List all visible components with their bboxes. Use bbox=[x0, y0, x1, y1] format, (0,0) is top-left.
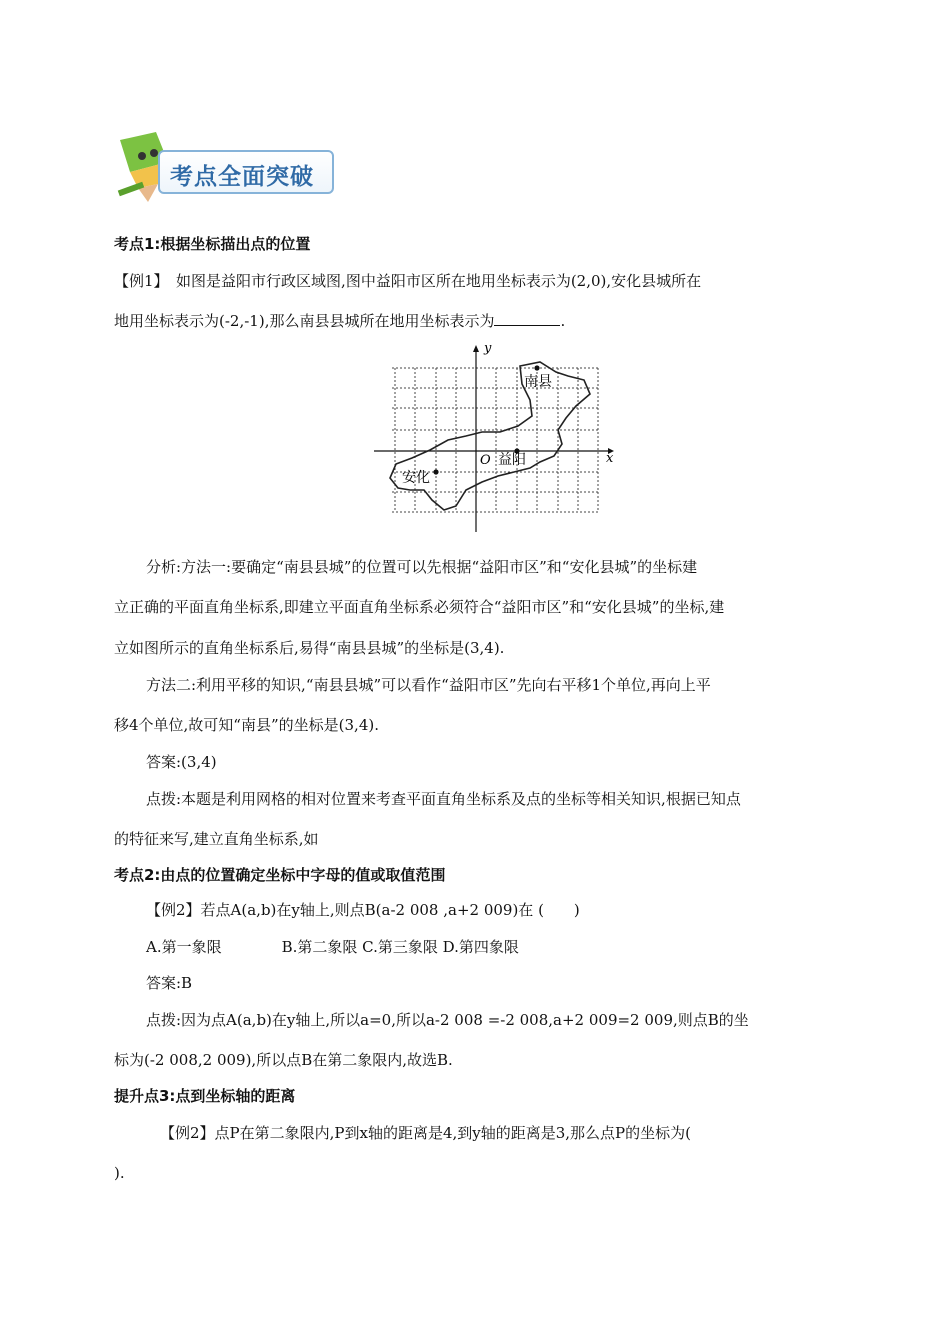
analysis-line1: 分析:方法一:要确定“南县县城”的位置可以先根据“益阳市区”和“安化县城”的坐标建 bbox=[146, 558, 698, 576]
analysis-line3: 立如图所示的直角坐标系后,易得“南县县城”的坐标是(3,4). bbox=[114, 639, 505, 657]
coordinate-map-figure bbox=[370, 340, 618, 536]
banner-title: 考点全面突破 bbox=[170, 164, 314, 190]
anhua-label: 安化 bbox=[402, 470, 430, 486]
tip2-line2: 标为(-2 008,2 009),所以点B在第二象限内,故选B. bbox=[114, 1051, 453, 1069]
answer1: 答案:(3,4) bbox=[146, 753, 217, 771]
example1-line2-text: 地用坐标表示为(-2,-1),那么南县县城所在地用坐标表示为 bbox=[114, 312, 495, 330]
answer-blank bbox=[494, 311, 560, 326]
example3-line1: 【例2】点P在第二象限内,P到x轴的距离是4,到y轴的距离是3,那么点P的坐标为( bbox=[160, 1124, 692, 1142]
tip1-line1: 点拨:本题是利用网格的相对位置来考查平面直角坐标系及点的坐标等相关知识,根据已知点 bbox=[146, 790, 741, 808]
example2-options: A.第一象限 B.第二象限 C.第三象限 D.第四象限 bbox=[146, 938, 519, 956]
example1-line1: 【例1】 如图是益阳市行政区域图,图中益阳市区所在地用坐标表示为(2,0),安化县城所在 bbox=[114, 272, 702, 290]
answer2: 答案:B bbox=[146, 974, 193, 992]
origin-label: O bbox=[480, 453, 491, 468]
analysis-line2: 立正确的平面直角坐标系,即建立平面直角坐标系必须符合“益阳市区”和“安化县城”的坐标,建 bbox=[114, 598, 725, 616]
yiyang-label: 益阳 bbox=[498, 452, 526, 468]
analysis-line5: 移4个单位,故可知“南县”的坐标是(3,4). bbox=[114, 716, 379, 734]
x-axis-label: x bbox=[606, 451, 614, 466]
section1-heading: 考点1:根据坐标描出点的位置 bbox=[114, 235, 311, 253]
tip1-line2: 的特征来写,建立直角坐标系,如 bbox=[114, 830, 319, 848]
tip2-line1: 点拨:因为点A(a,b)在y轴上,所以a=0,所以a-2 008 =-2 008,a+2 009=2 009,则点B的坐 bbox=[146, 1011, 749, 1029]
example2-question: 【例2】若点A(a,b)在y轴上,则点B(a-2 008 ,a+2 009)在 ( ) bbox=[146, 901, 580, 919]
example3-line2: ). bbox=[114, 1164, 125, 1182]
section2-heading: 考点2:由点的位置确定坐标中字母的值或取值范围 bbox=[114, 866, 446, 884]
section-banner bbox=[112, 128, 334, 206]
nanxian-label: 南县 bbox=[524, 374, 552, 390]
region-outline bbox=[390, 362, 590, 510]
example1-line2-end: . bbox=[560, 312, 566, 330]
example1-line2 bbox=[114, 310, 565, 332]
anhua-point bbox=[433, 469, 438, 474]
nanxian-point bbox=[534, 365, 539, 370]
section3-heading: 提升点3:点到坐标轴的距离 bbox=[114, 1087, 296, 1105]
analysis-line4: 方法二:利用平移的知识,“南县县城”可以看作“益阳市区”先向右平移1个单位,再向上平 bbox=[146, 676, 711, 694]
y-axis-label: y bbox=[484, 341, 492, 356]
